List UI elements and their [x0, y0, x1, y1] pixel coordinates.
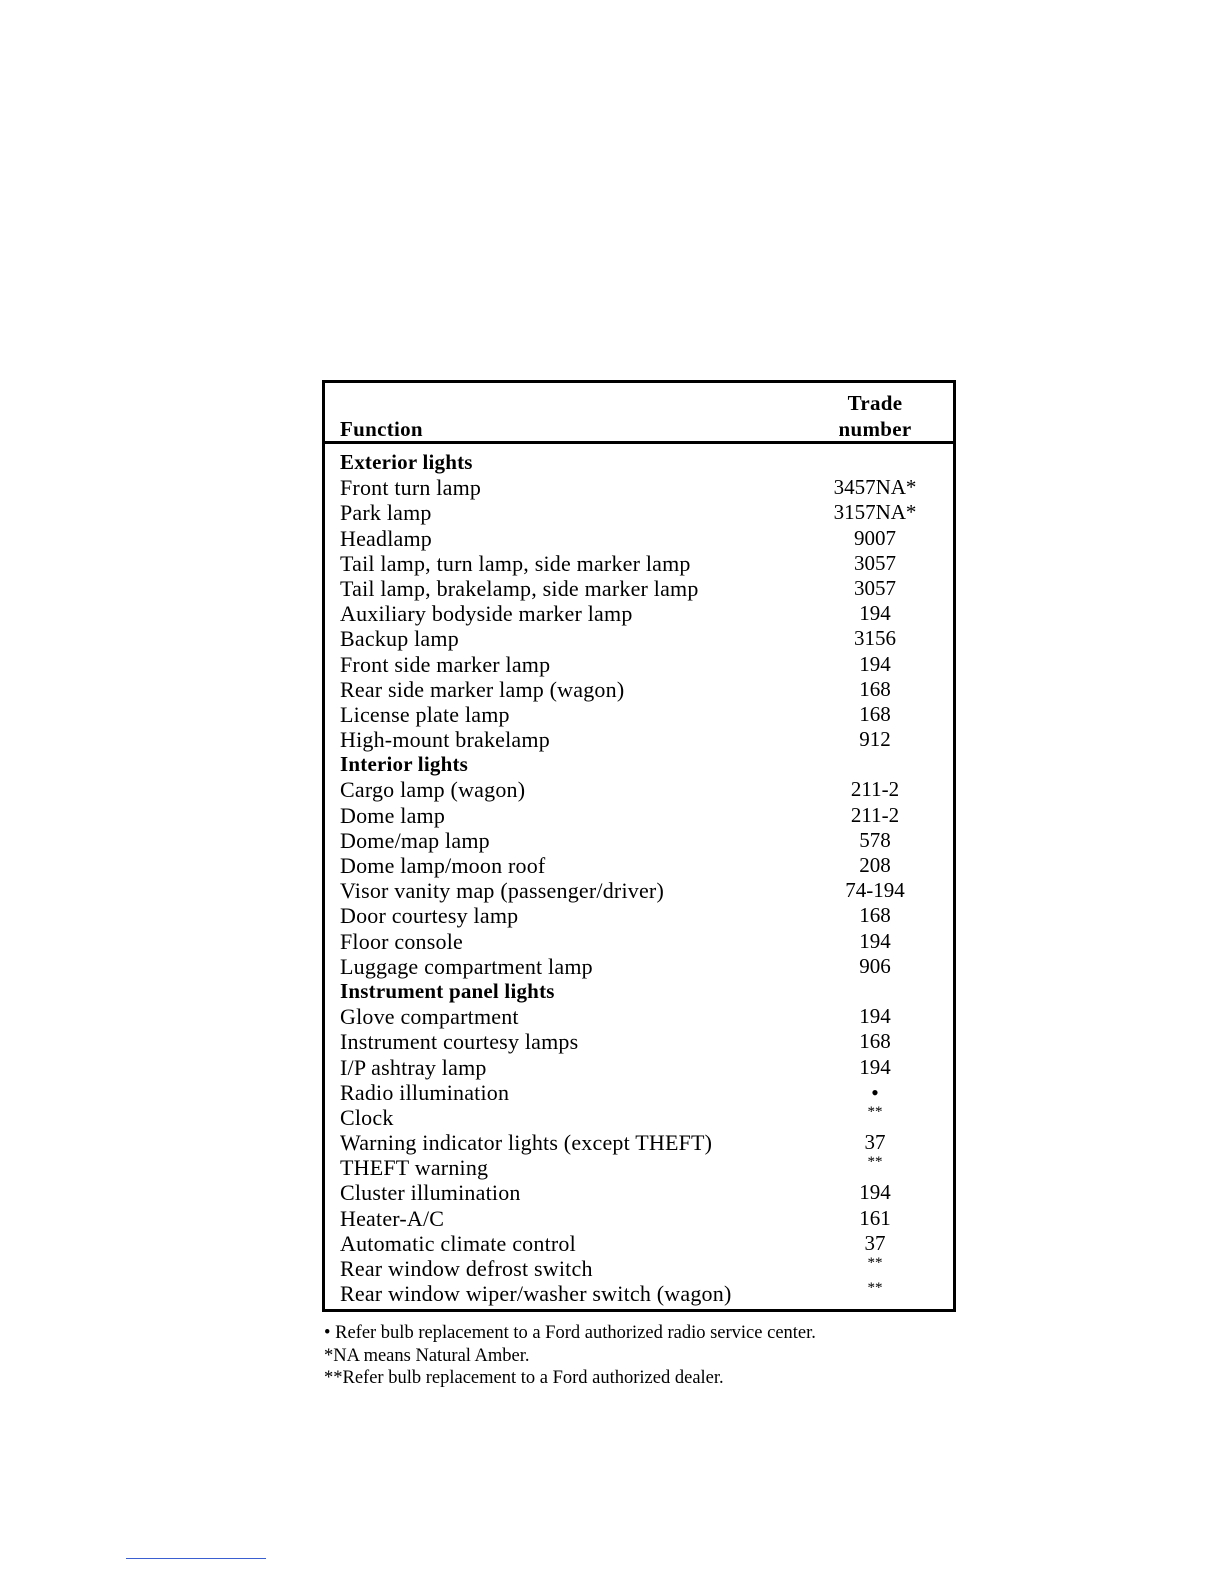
footnote: • Refer bulb replacement to a Ford authorized radio service center. [324, 1323, 816, 1343]
function-cell: I/P ashtray lamp [340, 1054, 487, 1080]
trade-number-cell: ** [867, 1154, 883, 1171]
function-cell: Luggage compartment lamp [340, 953, 593, 979]
trade-number-cell: 194 [859, 928, 891, 953]
trade-number-cell: 3156 [854, 626, 896, 651]
table-row [325, 576, 953, 601]
function-cell: Auxiliary bodyside marker lamp [340, 601, 633, 627]
table-row [325, 475, 953, 500]
trade-number-cell: 3457NA* [833, 475, 917, 500]
trade-number-cell: 194 [859, 601, 891, 626]
function-cell: License plate lamp [340, 701, 510, 727]
table-row [325, 929, 953, 954]
trade-number-cell: 3157NA* [833, 500, 917, 525]
bulb-table [322, 380, 956, 1312]
trade-number-cell: 211-2 [850, 777, 900, 802]
trade-number-cell: ** [867, 1280, 883, 1297]
trade-number-column-header [805, 390, 945, 442]
trade-number-cell: 211-2 [850, 802, 900, 827]
function-cell: Dome/map lamp [340, 827, 490, 853]
function-cell: Backup lamp [340, 626, 459, 652]
function-cell: Front side marker lamp [340, 651, 551, 677]
table-row [325, 803, 953, 828]
table-row [325, 878, 953, 903]
function-cell: Tail lamp, turn lamp, side marker lamp [340, 550, 691, 576]
function-cell: Rear window defrost switch [340, 1256, 593, 1281]
trade-number-cell: 168 [859, 676, 891, 701]
table-row [325, 1055, 953, 1080]
function-cell: Park lamp [340, 500, 432, 526]
function-cell: Front turn lamp [340, 475, 482, 501]
table-row [325, 1105, 953, 1130]
footer-divider [126, 1558, 266, 1559]
function-cell: Rear side marker lamp (wagon) [340, 676, 625, 702]
function-cell: Warning indicator lights (except THEFT) [340, 1130, 713, 1156]
function-cell: Headlamp [340, 525, 433, 551]
trade-number-cell: 906 [859, 953, 891, 978]
function-cell: Visor vanity map (passenger/driver) [340, 878, 664, 904]
table-row [325, 1155, 953, 1180]
function-cell: Tail lamp, brakelamp, side marker lamp [340, 575, 699, 601]
function-cell: Automatic climate control [340, 1230, 576, 1256]
table-row [325, 601, 953, 626]
trade-number-cell: 9007 [854, 525, 896, 550]
table-row [325, 853, 953, 878]
table-row [325, 1281, 953, 1306]
table-header [325, 383, 953, 444]
section-heading-row [325, 752, 953, 777]
function-cell: Floor console [340, 928, 463, 954]
trade-number-cell: 37 [864, 1230, 886, 1255]
function-cell: Radio illumination [340, 1079, 510, 1105]
table-row [325, 677, 953, 702]
table-row [325, 828, 953, 853]
table-row [325, 526, 953, 551]
table-row [325, 727, 953, 752]
trade-number-cell: ** [867, 1103, 883, 1120]
trade-header-line2: number [838, 417, 912, 441]
trade-number-cell: 74-194 [845, 878, 905, 903]
function-cell: Heater-A/C [340, 1205, 445, 1231]
footnotes [324, 1322, 964, 1390]
table-row [325, 500, 953, 525]
function-cell: Rear window wiper/washer switch (wagon) [340, 1281, 732, 1307]
function-cell: Cargo lamp (wagon) [340, 777, 526, 803]
function-column-header: Function [340, 417, 423, 441]
trade-number-cell: 194 [859, 1004, 891, 1029]
table-body [325, 450, 953, 1306]
table-row [325, 1029, 953, 1054]
trade-number-cell: 912 [859, 727, 891, 752]
trade-header-line1: Trade [847, 391, 903, 415]
trade-number-cell: 194 [859, 651, 891, 676]
trade-number-cell: 3057 [854, 575, 896, 600]
trade-number-cell: 168 [859, 903, 891, 928]
table-row [325, 1206, 953, 1231]
trade-number-cell: 194 [859, 1180, 891, 1205]
table-row [325, 1180, 953, 1205]
trade-number-cell: 168 [859, 1029, 891, 1054]
section-heading-row [325, 450, 953, 475]
trade-number-cell: 208 [859, 853, 891, 877]
trade-number-cell: 3057 [854, 550, 896, 575]
trade-number-cell: 161 [859, 1205, 891, 1230]
table-row [325, 551, 953, 576]
table-row [325, 652, 953, 677]
function-cell: Dome lamp/moon roof [340, 853, 546, 878]
table-row [325, 702, 953, 727]
trade-number-cell: ** [867, 1255, 883, 1271]
trade-number-cell: 578 [859, 827, 891, 852]
table-row [325, 1004, 953, 1029]
footnote: *NA means Natural Amber. [324, 1345, 530, 1366]
trade-number-cell: 168 [859, 701, 891, 726]
function-cell: Instrument courtesy lamps [340, 1029, 579, 1055]
function-cell: Door courtesy lamp [340, 903, 519, 929]
function-cell: Cluster illumination [340, 1180, 521, 1206]
table-row [325, 903, 953, 928]
table-row [325, 626, 953, 651]
function-cell: Dome lamp [340, 802, 446, 828]
section-heading: Exterior lights [340, 450, 473, 474]
section-heading: Interior lights [340, 752, 469, 777]
trade-number-cell: • [871, 1079, 879, 1105]
trade-number-cell: 37 [864, 1130, 886, 1155]
function-cell: Glove compartment [340, 1004, 519, 1030]
table-row [325, 777, 953, 802]
section-heading-row [325, 979, 953, 1004]
function-cell: High-mount brakelamp [340, 727, 550, 753]
function-cell: Clock [340, 1104, 394, 1130]
section-heading: Instrument panel lights [340, 978, 555, 1003]
footnote: **Refer bulb replacement to a Ford authorized dealer. [324, 1368, 724, 1388]
function-cell: THEFT warning [340, 1155, 489, 1181]
trade-number-cell: 194 [859, 1054, 891, 1079]
table-row [325, 954, 953, 979]
